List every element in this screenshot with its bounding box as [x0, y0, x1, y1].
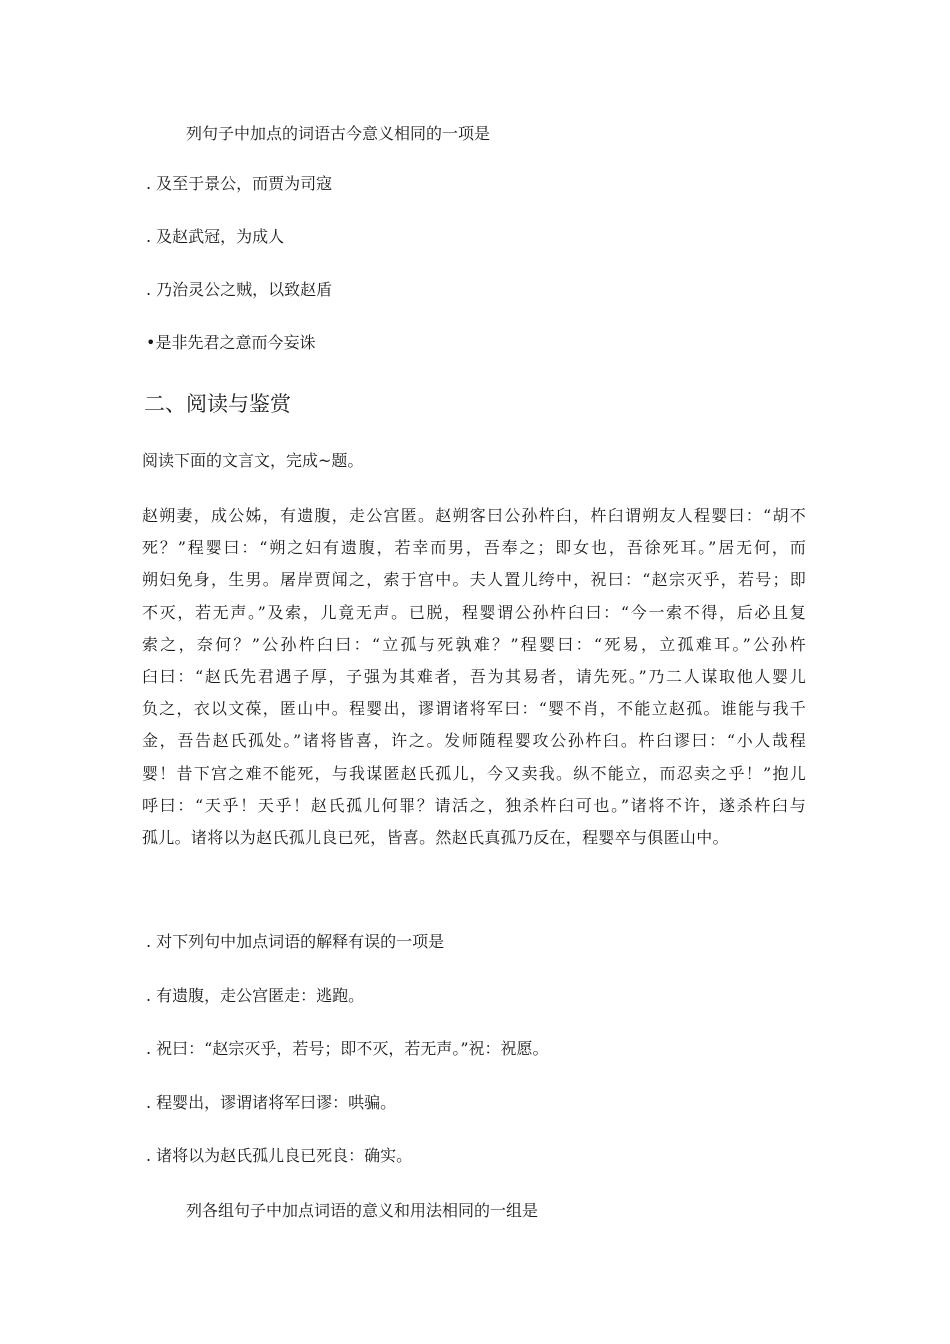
passage-line: 呼曰：“天乎！天乎！赵氏孤儿何罪？请活之，独杀杵臼可也。”诸将不许，遂杀杵臼与 — [142, 795, 806, 815]
passage-line: 婴！昔下宫之难不能死，与我谋匿赵氏孤儿，今又卖我。纵不能立，而忍卖之乎！”抱儿 — [142, 763, 806, 783]
question2-option-d: . 诸将以为赵氏孤儿良已死良：确实。 — [146, 1146, 413, 1165]
question1-option-c: . 乃治灵公之贼，以致赵盾 — [146, 280, 333, 299]
question1-stem: 列句子中加点的词语古今意义相同的一项是 — [186, 124, 491, 143]
passage-line: 负之，衣以文葆，匿山中。程婴出，谬谓诸将军曰：“婴不肖，不能立赵孤。谁能与我千 — [142, 699, 806, 719]
passage-line: 索之，奈何？”公孙杵臼曰：“立孤与死孰难？”程婴曰：“死易，立孤难耳。”公孙杵 — [142, 634, 806, 654]
question1-option-b: . 及赵武冠，为成人 — [146, 227, 285, 246]
reading-instruction: 阅读下面的文言文，完成~题。 — [142, 451, 364, 470]
question1-option-d: •是非先君之意而今妄诛 — [146, 333, 316, 352]
passage-line: 臼曰：“赵氏先君遇子厚，子强为其难者，吾为其易者，请先死。”乃二人谋取他人婴儿 — [142, 666, 806, 686]
section-heading: 二、阅读与鉴赏 — [144, 392, 291, 416]
passage-line: 赵朔妻，成公姊，有遗腹，走公宫匿。赵朔客曰公孙杵臼，杵臼谓朔友人程婴曰：“胡不 — [142, 506, 806, 525]
passage-line: 死？”程婴曰：“朔之妇有遗腹，若幸而男，吾奉之；即女也，吾徐死耳。”居无何，而 — [142, 538, 806, 558]
question2-option-c: . 程婴出，谬谓诸将军曰谬：哄骗。 — [146, 1093, 397, 1112]
question3-stem: 列各组句子中加点词语的意义和用法相同的一组是 — [186, 1201, 539, 1220]
question1-option-a: . 及至于景公，而贾为司寇 — [146, 174, 333, 193]
passage-line: 孤儿。诸将以为赵氏孤儿良已死，皆喜。然赵氏真孤乃反在，程婴卒与俱匿山中。 — [142, 827, 729, 847]
question2-option-a: . 有遗腹，走公宫匿走：逃跑。 — [146, 986, 365, 1005]
passage-line: 金，吾告赵氏孤处。”诸将皆喜，许之。发师随程婴攻公孙杵臼。杵臼谬曰：“小人哉程 — [142, 731, 806, 751]
passage-line: 不灭，若无声。”及索，儿竟无声。已脱，程婴谓公孙杵臼曰：“今一索不得，后必且复 — [142, 602, 806, 622]
passage-line: 朔妇免身，生男。屠岸贾闻之，索于宫中。夫人置儿绔中，祝曰：“赵宗灭乎，若号；即 — [142, 570, 806, 590]
question2-stem: . 对下列句中加点词语的解释有误的一项是 — [146, 932, 445, 951]
passage — [142, 500, 806, 854]
question2-option-b: . 祝曰：“赵宗灭乎，若号；即不灭，若无声。”祝：祝愿。 — [146, 1039, 549, 1058]
